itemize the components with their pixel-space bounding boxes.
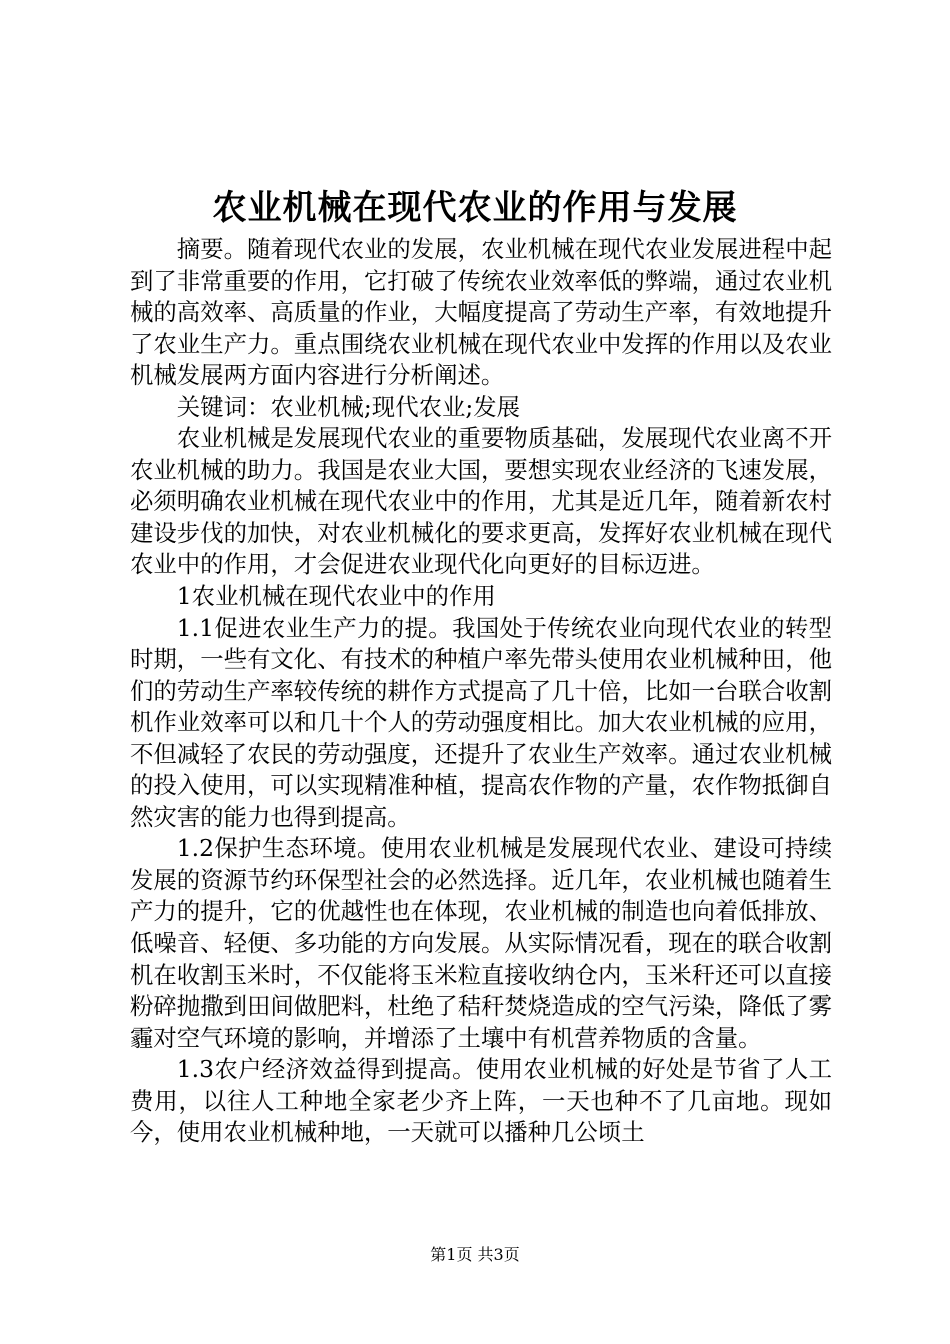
keywords-paragraph: 关键词：农业机械;现代农业;发展: [176, 392, 521, 421]
subsection-paragraph: 1.3农户经济效益得到提高。使用农业机械的好处是节省了人工费用，以往人工种地全家老少齐上阵，一天也种不了几亩地。现如今，使用农业机械种地，一天就可以播种几公顷土: [130, 1055, 832, 1147]
abstract-paragraph: 摘要。随着现代农业的发展，农业机械在现代农业发展进程中起到了非常重要的作用，它打破了传统农业效率低的弊端，通过农业机械的高效率、高质量的作业，大幅度提高了劳动生产率，有效地提升了农业生产力。重点围绕农业机械在现代农业中发挥的作用以及农业机械发展两方面内容进行分析阐述。: [130, 235, 832, 390]
document-title: 农业机械在现代农业的作用与发展: [212, 188, 738, 228]
subsection-paragraph: 1.1促进农业生产力的提。我国处于传统农业向现代农业的转型时期，一些有文化、有技术的种植户率先带头使用农业机械种田，他们的劳动生产率较传统的耕作方式提高了几十倍，比如一台联合收割机作业效率可以和几十个人的劳动强度相比。加大农业机械的应用，不但减轻了农民的劳动强度，还提升了农业生产效率。通过农业机械的投入使用，可以实现精准种植，提高农作物的产量，农作物抵御自然灾害的能力也得到提高。: [130, 613, 832, 831]
document-body: [130, 234, 832, 1149]
page-number-footer: 第1页 共3页: [430, 1245, 520, 1264]
subsection-paragraph: 1.2保护生态环境。使用农业机械是发展现代农业、建设可持续发展的资源节约环保型社会的必然选择。近几年，农业机械也随着生产力的提升，它的优越性也在体现，农业机械的制造也向着低排放、低噪音、轻便、多功能的方向发展。从实际情况看，现在的联合收割机在收割玉米时，不仅能将玉米粒直接收纳仓内，玉米秆还可以直接粉碎抛撒到田间做肥料，杜绝了秸秆焚烧造成的空气污染，降低了雾霾对空气环境的影响，并增添了土壤中有机营养物质的含量。: [130, 834, 832, 1052]
intro-paragraph: 农业机械是发展现代农业的重要物质基础，发展现代农业离不开农业机械的助力。我国是农业大国，要想实现农业经济的飞速发展，必须明确农业机械在现代农业中的作用，尤其是近几年，随着新农村建设步伐的加快，对农业机械化的要求更高，发挥好农业机械在现代农业中的作用，才会促进农业现代化向更好的目标迈进。: [130, 424, 832, 579]
section-heading: 1农业机械在现代农业中的作用: [176, 582, 496, 611]
